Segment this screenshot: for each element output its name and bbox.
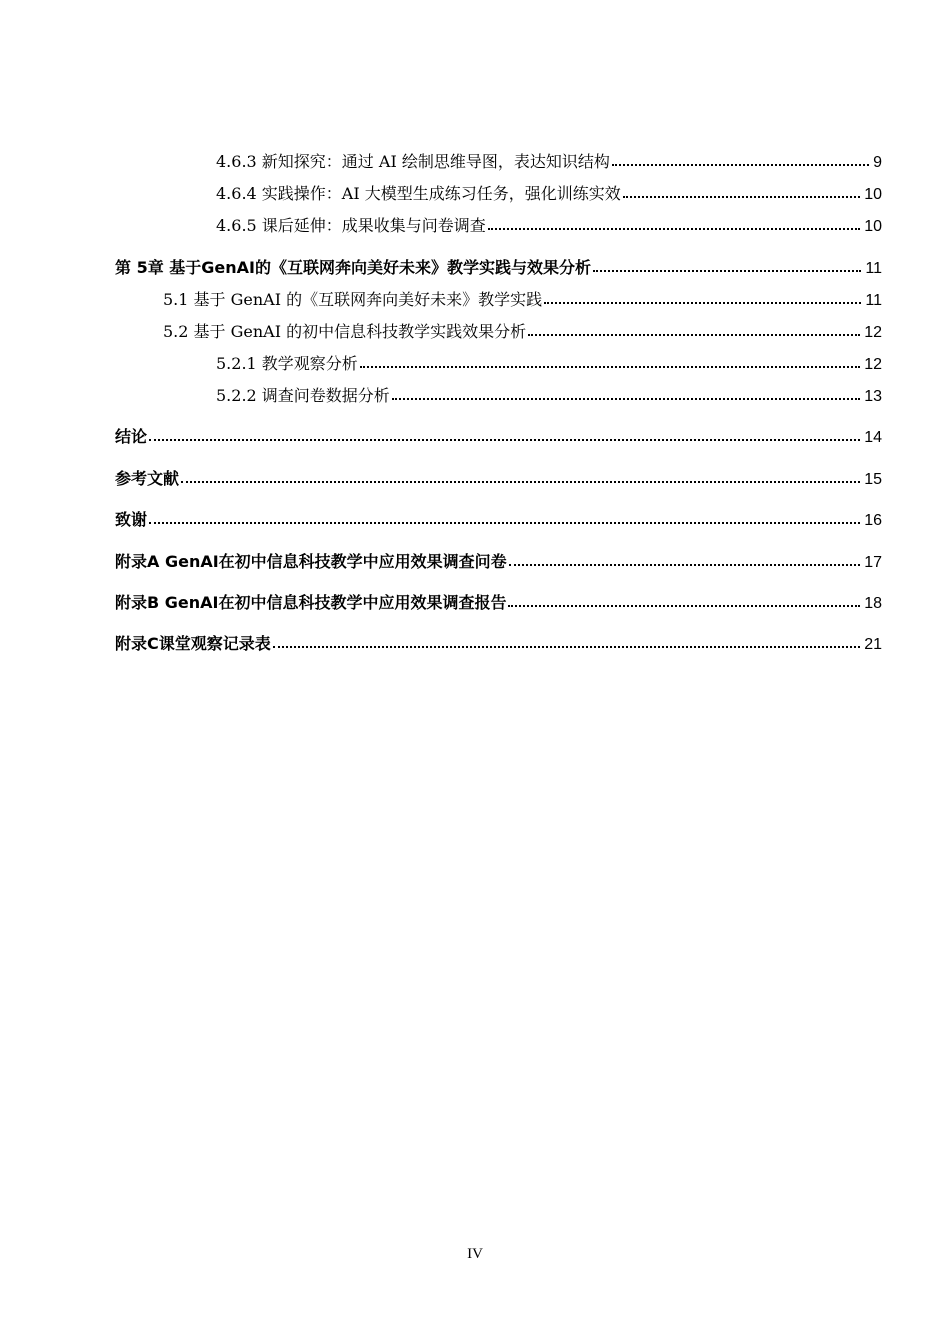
toc-entry-5-1	[163, 286, 882, 310]
toc-dot-leader	[528, 334, 860, 336]
toc-entry-page: 18	[864, 595, 882, 612]
toc-entry-5-2	[163, 318, 882, 342]
toc-entry-page: 17	[864, 554, 882, 571]
toc-entry-title: 附录A GenAI在初中信息科技教学中应用效果调查问卷	[115, 552, 507, 571]
toc-entry-title: 5.1 基于 GenAI 的《互联网奔向美好未来》教学实践	[163, 290, 543, 309]
toc-dot-leader	[593, 270, 861, 272]
toc-entry-page: 12	[864, 356, 882, 373]
toc-entry-title: 4.6.5 课后延伸：成果收集与问卷调查	[216, 216, 486, 235]
toc-entry-page: 9	[873, 154, 882, 171]
toc-entry-title: 参考文献	[115, 469, 180, 488]
toc-entry-chapter-5	[115, 254, 882, 278]
toc-entry-4-6-5	[216, 212, 882, 236]
toc-dot-leader	[623, 196, 860, 198]
toc-entry-title: 5.2 基于 GenAI 的初中信息科技教学实践效果分析	[163, 322, 527, 341]
toc-entry-page: 10	[864, 186, 882, 203]
toc-entry-4-6-3	[216, 148, 882, 172]
toc-entry-page: 15	[864, 471, 882, 488]
toc-entry-appendix-c	[115, 630, 882, 654]
toc-entry-title: 致谢	[115, 510, 148, 529]
toc-entry-5-2-2	[216, 382, 882, 406]
toc-entry-title: 5.2.1 教学观察分析	[216, 354, 358, 373]
toc-dot-leader	[544, 302, 861, 304]
toc-entry-references	[115, 465, 882, 489]
toc-entry-appendix-a	[115, 548, 882, 572]
toc-entry-page: 11	[865, 260, 882, 277]
toc-entry-title: 4.6.3 新知探究：通过 AI 绘制思维导图，表达知识结构	[216, 152, 610, 171]
toc-dot-leader	[612, 164, 869, 166]
toc-entry-title: 附录C课堂观察记录表	[115, 634, 271, 653]
toc-entry-conclusion	[115, 423, 882, 447]
toc-dot-leader	[509, 564, 861, 566]
toc-dot-leader	[488, 228, 860, 230]
toc-dot-leader	[508, 605, 860, 607]
toc-dot-leader	[273, 646, 860, 648]
toc-dot-leader	[149, 439, 860, 441]
toc-entry-title: 第 5章 基于GenAI的《互联网奔向美好未来》教学实践与效果分析	[115, 258, 591, 277]
toc-entry-page: 14	[864, 429, 882, 446]
toc-entry-page: 11	[865, 292, 882, 309]
toc-entry-page: 21	[864, 636, 882, 653]
toc-entry-page: 12	[864, 324, 882, 341]
toc-dot-leader	[360, 366, 860, 368]
toc-entry-title: 附录B GenAI在初中信息科技教学中应用效果调查报告	[115, 593, 507, 612]
toc-dot-leader	[392, 398, 860, 400]
toc-entry-4-6-4	[216, 180, 882, 204]
page-number: IV	[467, 1246, 483, 1262]
toc-entry-page: 10	[864, 218, 882, 235]
toc-dot-leader	[149, 522, 860, 524]
toc-entry-5-2-1	[216, 350, 882, 374]
toc-entry-title: 5.2.2 调查问卷数据分析	[216, 386, 390, 405]
toc-entry-acknowledgements	[115, 506, 882, 530]
toc-dot-leader	[181, 481, 860, 483]
toc-entry-page: 16	[864, 512, 882, 529]
toc-entry-page: 13	[864, 388, 882, 405]
toc-entry-appendix-b	[115, 589, 882, 613]
toc-entry-title: 结论	[115, 427, 148, 446]
toc-entry-title: 4.6.4 实践操作：AI 大模型生成练习任务，强化训练实效	[216, 184, 621, 203]
